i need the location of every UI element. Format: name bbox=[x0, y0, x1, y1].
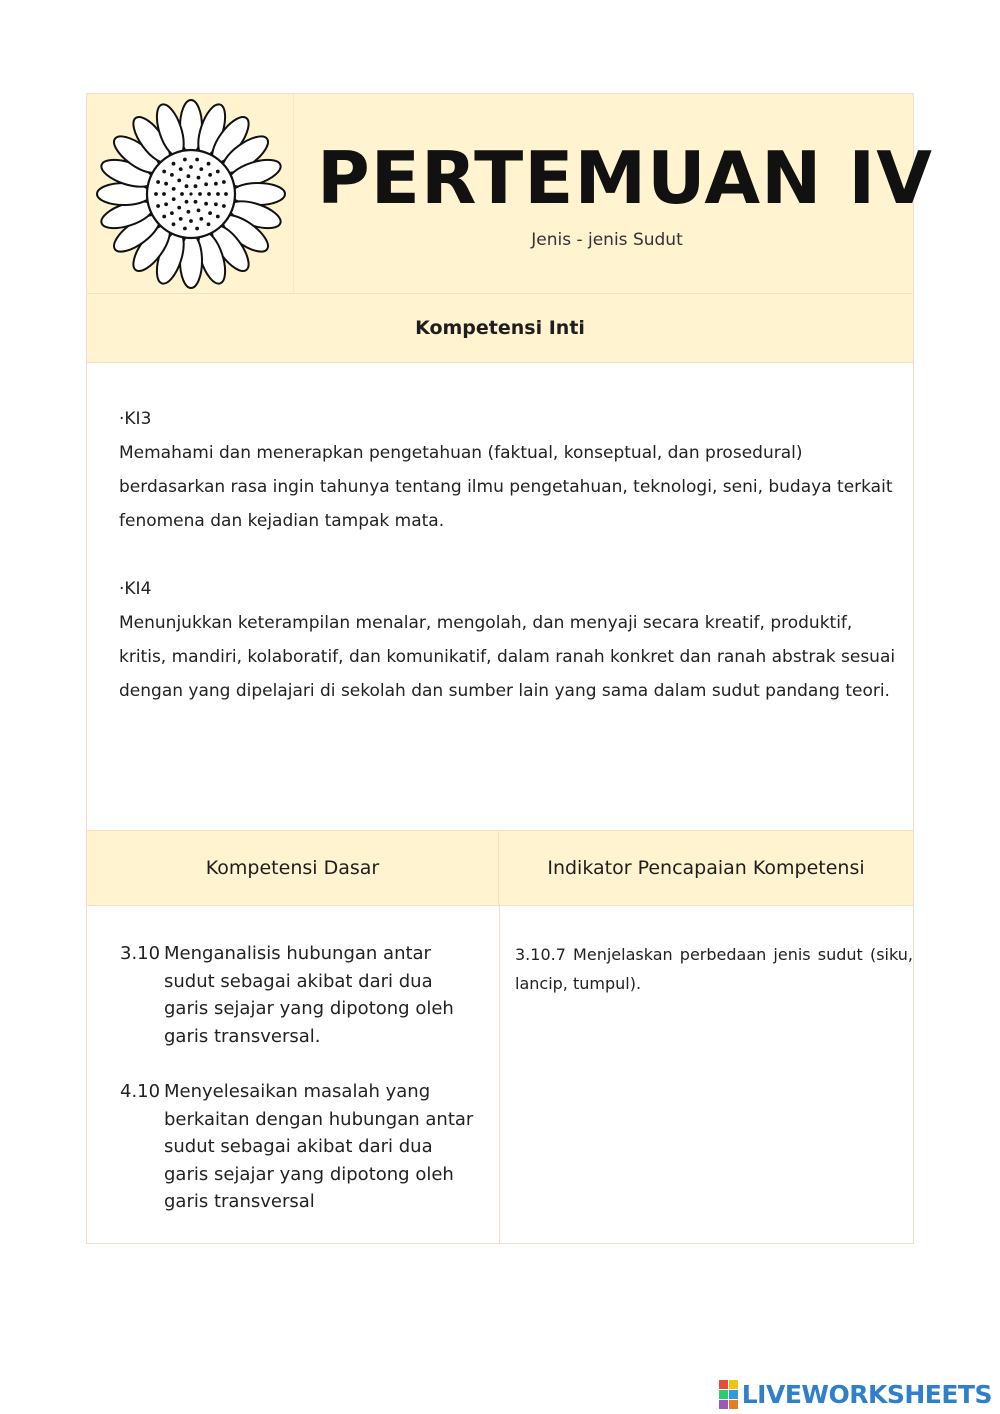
page-subtitle: Jenis - jenis Sudut bbox=[531, 230, 683, 250]
seed bbox=[170, 211, 174, 215]
seed bbox=[207, 162, 211, 166]
seed bbox=[187, 210, 191, 214]
kompetensi-dasar-heading: Kompetensi Dasar bbox=[87, 831, 499, 905]
seed bbox=[172, 222, 176, 226]
seed bbox=[216, 215, 220, 219]
seed bbox=[172, 197, 176, 201]
ki-text: Memahami dan menerapkan pengetahuan (faktual, konseptual, dan prosedural) berdasarkan rasa ingin tahunya tentang ilmu pengetahuan, teknologi, seni, budaya terkait fenomena dan kejadian tampak mata. bbox=[119, 443, 893, 531]
seed bbox=[162, 192, 166, 196]
seed bbox=[185, 184, 189, 188]
sunflower-icon bbox=[95, 98, 287, 290]
kd-text: Menyelesaikan masalah yang berkaitan dengan hubungan antar sudut sebagai akibat dari dua garis sejajar yang dipotong oleh garis transversal bbox=[164, 1081, 474, 1212]
seed bbox=[195, 227, 199, 231]
seed bbox=[189, 219, 193, 223]
seed bbox=[172, 162, 176, 166]
worksheet-card bbox=[86, 93, 933, 1244]
seed bbox=[189, 165, 193, 169]
brand-logo-icon bbox=[719, 1380, 738, 1409]
kd-number: 4.10 bbox=[120, 1081, 161, 1102]
seed bbox=[183, 158, 187, 162]
seed bbox=[216, 192, 220, 196]
seed bbox=[185, 200, 189, 204]
seed bbox=[183, 227, 187, 231]
ki-item bbox=[119, 572, 899, 708]
seed bbox=[214, 182, 218, 186]
seed bbox=[172, 187, 176, 191]
kompetensi-inti-heading: Kompetensi Inti bbox=[87, 294, 913, 363]
seed bbox=[204, 182, 208, 186]
seed bbox=[170, 173, 174, 177]
list-item bbox=[120, 1078, 480, 1216]
seed bbox=[162, 170, 166, 174]
seed bbox=[179, 217, 183, 221]
seed bbox=[222, 180, 226, 184]
indikator-text: 3.10.7 Menjelaskan perbedaan jenis sudut (siku, lancip, tumpul). bbox=[515, 945, 913, 993]
seed bbox=[156, 180, 160, 184]
seed bbox=[199, 167, 203, 171]
page-title: PERTEMUAN IV bbox=[317, 136, 933, 220]
kompetensi-inti-content bbox=[119, 402, 899, 742]
seed bbox=[156, 204, 160, 208]
seed bbox=[194, 184, 198, 188]
seed bbox=[179, 167, 183, 171]
seed bbox=[222, 204, 226, 208]
seed bbox=[224, 192, 228, 196]
seed bbox=[180, 192, 184, 196]
seed bbox=[189, 192, 192, 195]
seed bbox=[154, 192, 158, 196]
kompetensi-dasar-list bbox=[120, 940, 480, 1244]
seed bbox=[187, 174, 191, 178]
kd-text: Menganalisis hubungan antar sudut sebagai akibat dari dua garis sejajar yang dipotong oleh garis transversal. bbox=[164, 943, 454, 1047]
column-divider bbox=[499, 904, 500, 1243]
seed bbox=[197, 209, 201, 213]
ki-item bbox=[119, 402, 899, 538]
seed bbox=[208, 211, 212, 215]
liveworksheets-brand[interactable] bbox=[719, 1378, 992, 1410]
seed bbox=[216, 170, 220, 174]
seed bbox=[197, 176, 201, 180]
indikator-heading: Indikator Pencapaian Kompetensi bbox=[547, 856, 865, 879]
seed bbox=[198, 192, 202, 196]
seed bbox=[204, 202, 208, 206]
seed bbox=[162, 215, 166, 219]
kd-number: 3.10 bbox=[120, 943, 161, 964]
seed bbox=[208, 173, 212, 177]
logo-cell bbox=[87, 94, 294, 293]
brand-name: LIVEWORKSHEETS bbox=[741, 1379, 992, 1409]
seed bbox=[177, 206, 181, 210]
ki-text: Menunjukkan keterampilan menalar, mengolah, dan menyaji secara kreatif, produktif, kritis, mandiri, kolaboratif, dan komunikatif, dalam ranah konkret dan ranah abstrak sesuai dengan yang dipelajari di sekolah dan sumber lain yang sama dalam sudut pandang teori. bbox=[119, 613, 896, 701]
list-item bbox=[120, 940, 480, 1050]
ki-code: ·KI3 bbox=[119, 409, 152, 429]
seed bbox=[214, 202, 218, 206]
table-header bbox=[87, 830, 913, 906]
seed bbox=[177, 179, 181, 183]
seed bbox=[207, 192, 211, 196]
seed bbox=[164, 202, 168, 206]
seed bbox=[207, 222, 211, 226]
seed bbox=[195, 158, 199, 162]
header bbox=[87, 94, 933, 294]
seed bbox=[194, 200, 198, 204]
seed bbox=[199, 217, 203, 221]
seed bbox=[164, 182, 168, 186]
ki-code: ·KI4 bbox=[119, 579, 152, 599]
